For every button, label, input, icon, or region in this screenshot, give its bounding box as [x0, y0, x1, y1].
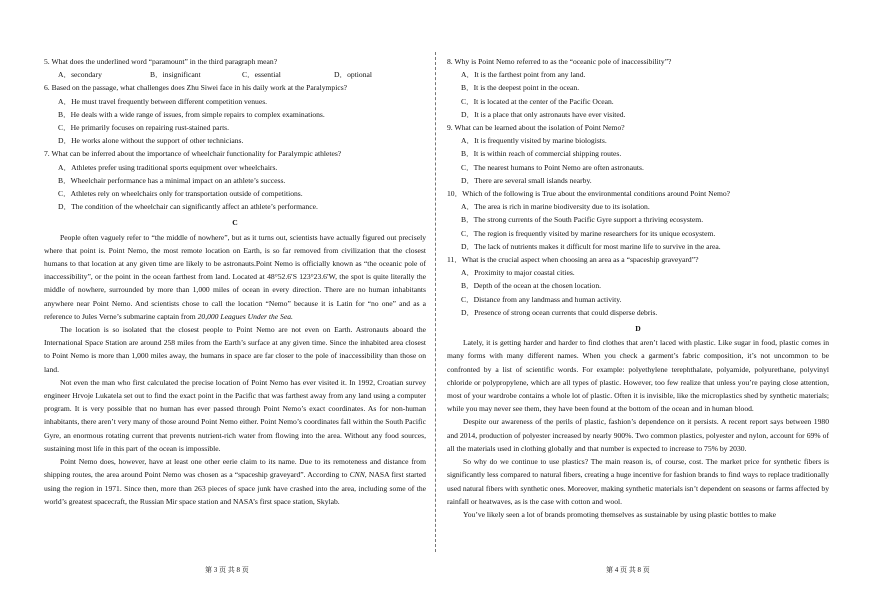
- paragraph-text: NASA first started using the region in 1971. Since then, more than 263 pieces of space junk have crashed into the area, including some of the world’s greatest spacecraft, the Russian Mir space station and NASA’s first space station, Skylab.: [44, 470, 426, 506]
- option-d[interactable]: D．optional: [334, 70, 372, 80]
- passage-c-paragraph-1: [44, 231, 426, 323]
- page-footer-right: 第 4 页 共 8 页: [606, 566, 650, 574]
- book-title: 20,000 Leagues Under the Sea.: [197, 311, 293, 321]
- passage-d-paragraph-1: Lately, it is getting harder and harder to find clothes that aren’t laced with plastic. Like sugar in food, plastic comes in many forms with many different names. When you check a garment’s fabric composition, it’s not uncommon to be confronted by a list of scientific words. For example: polyethylene terephthalate, polyamide, polyurethane, polyvinyl chloride or polypropylene, which are all types of plastic. However, too few realize that unless you’re paying close attention, most of your wardrobe contains a whole lot of plastic. Often it is invisible, like the microplastics shed by synthetic materials; while you may never see them, they have been found at the bottom of the ocean and in human blood.: [447, 338, 829, 414]
- passage-d-paragraph-4: You’ve likely seen a lot of brands promoting themselves as sustainable by using plastic bottles to make: [463, 509, 777, 519]
- option-b[interactable]: B．He deals with a wide range of issues, from simple repairs to complex examinations.: [58, 109, 325, 119]
- option-b[interactable]: B．insignificant: [150, 70, 201, 80]
- source-name: CNN,: [349, 470, 367, 480]
- option-a[interactable]: A．It is the farthest point from any land.: [461, 70, 586, 80]
- question-9-stem: 9. What can be learned about the isolation of Point Nemo?: [447, 123, 625, 133]
- option-c[interactable]: C．essential: [242, 70, 281, 80]
- paragraph-text: Point Nemo does, however, have at least one other eerie claim to its name. Due to its remoteness and distance from shipping routes, the area around Point Nemo was chosen as a “spaceship graveyard”. According to: [44, 457, 426, 480]
- question-6-stem: 6. Based on the passage, what challenges does Zhu Siwei face in his daily work at the Paralympics?: [44, 83, 348, 93]
- column-divider: [435, 52, 436, 552]
- question-7-stem: 7. What can be inferred about the importance of wheelchair functionality for Paralympic athletes?: [44, 149, 342, 159]
- option-a[interactable]: A．Proximity to major coastal cities.: [461, 268, 575, 278]
- passage-d-paragraph-2: Despite our awareness of the perils of plastic, fashion’s dependence on it persists. A recent report says between 1980 and 2014, production of polyester increased by nearly 900%. Two common plastics, polyester and nylon, account for 69% of all the materials used in clothing globally and that number is expected to increase to 75% by 2030.: [447, 417, 829, 453]
- option-b[interactable]: B．It is the deepest point in the ocean.: [461, 83, 580, 93]
- question-5-stem: 5. What does the underlined word “paramount” in the third paragraph mean?: [44, 57, 278, 66]
- passage-c-paragraph-3: Not even the man who first calculated the precise location of Point Nemo has ever visited it. In 1992, Croatian survey engineer Hrvoje Lukatela set out to find the exact point in the Pacific that was farthest away from any land using a computer program. It is very possible that no human has ever passed through Point Nemo’s exact coordinates. As for non-human inhabitants, there aren’t very many of those around Point Nemo either. Point Nemo’s coordinates fall within the South Pacific Gyre, an enormous rotating current that prevents nutrient-rich water from flowing into the area. Without any food sources, sustaining most life in this part of the ocean is impossible.: [44, 377, 426, 453]
- option-d[interactable]: D．He works alone without the support of other technicians.: [58, 136, 244, 146]
- option-d[interactable]: D．There are several small islands nearby.: [461, 175, 592, 185]
- option-b[interactable]: B．It is within reach of commercial shipping routes.: [461, 149, 622, 159]
- paragraph-text: People often vaguely refer to “the middle of nowhere”, but as it turns out, scientists have actually figured out precisely where that point is. Point Nemo, the most remote location on Earth, is so far removed from civilization that the closest humans to that location at any given time are likely to be astronauts.Point Nemo is officially known as “the oceanic pole of inaccessibility”, or the point in the ocean farthest from land. Located at 48°52.6′S 123°23.6′W, the spot is quite literally the middle of nowhere, surrounded by more than 1,000 miles of ocean in every direction. There are no human inhabitants anywhere near Point Nemo. And scientists chose to call the location “Nemo” because it is Latin for “no one” and as a reference to Jules Verne’s submarine captain from: [44, 232, 426, 321]
- option-b[interactable]: B．Wheelchair performance has a minimal impact on an athlete’s success.: [58, 175, 286, 185]
- option-b[interactable]: B．Depth of the ocean at the chosen location.: [461, 281, 602, 291]
- section-d-heading: D: [635, 324, 641, 334]
- passage-c-paragraph-2: The location is so isolated that the closest people to Point Nemo are not even on Earth. Astronauts aboard the International Space Station are around 258 miles from the Earth’s surface at any given time. Since the inhabited area closest to Point Nemo is more than 1,000 miles away, the humans in space are far closer to the pole of inaccessibility than those on land.: [44, 325, 426, 374]
- option-c[interactable]: C．He primarily focuses on repairing rust-stained parts.: [58, 123, 230, 133]
- option-d[interactable]: D．The condition of the wheelchair can significantly affect an athlete’s performance.: [58, 202, 318, 212]
- option-a[interactable]: A．It is frequently visited by marine biologists.: [461, 136, 607, 146]
- question-11-stem: 11．What is the crucial aspect when choosing an area as a “spaceship graveyard”?: [447, 255, 699, 265]
- option-c[interactable]: C．The region is frequently visited by marine researchers for its unique ecosystem.: [461, 228, 716, 238]
- question-8-stem: 8. Why is Point Nemo referred to as the “oceanic pole of inaccessibility”?: [447, 57, 672, 66]
- option-c[interactable]: C．Athletes rely on wheelchairs only for transportation outside of competitions.: [58, 189, 303, 199]
- page-footer-left: 第 3 页 共 8 页: [205, 566, 249, 574]
- passage-c-paragraph-4: [44, 455, 426, 508]
- question-5-options: [58, 68, 426, 81]
- option-d[interactable]: D．Presence of strong ocean currents that could disperse debris.: [461, 307, 658, 317]
- option-c[interactable]: C．It is located at the center of the Pacific Ocean.: [461, 96, 614, 106]
- passage-d-paragraph-3: So why do we continue to use plastics? The main reason is, of course, cost. The market price for synthetic fibers is significantly less compared to natural fibers, creating a huge incentive for fashion brands to find ways to replace traditionally used natural fibers with synthetic ones. Moreover, making synthetic materials isn’t dependent on seasons or farms affected by rainfall or heatwaves, as is the case with cotton and wool.: [447, 457, 829, 506]
- option-d[interactable]: D．The lack of nutrients makes it difficult for most marine life to survive in the area.: [461, 241, 721, 251]
- option-a[interactable]: A．secondary: [58, 70, 102, 80]
- option-c[interactable]: C．The nearest humans to Point Nemo are often astronauts.: [461, 162, 644, 172]
- option-a[interactable]: A．Athletes prefer using traditional sports equipment over wheelchairs.: [58, 162, 278, 172]
- right-column: [447, 55, 829, 521]
- option-c[interactable]: C．Distance from any landmass and human activity.: [461, 294, 622, 304]
- option-d[interactable]: D．It is a place that only astronauts have ever visited.: [461, 109, 626, 119]
- option-a[interactable]: A．The area is rich in marine biodiversity due to its isolation.: [461, 202, 650, 212]
- question-10-stem: 10．Which of the following is True about the environmental conditions around Point Nemo?: [447, 189, 731, 199]
- option-a[interactable]: A．He must travel frequently between different competition venues.: [58, 96, 268, 106]
- section-c-heading: C: [232, 218, 238, 228]
- option-b[interactable]: B．The strong currents of the South Pacific Gyre support a thriving ecosystem.: [461, 215, 704, 225]
- left-column: [44, 55, 426, 508]
